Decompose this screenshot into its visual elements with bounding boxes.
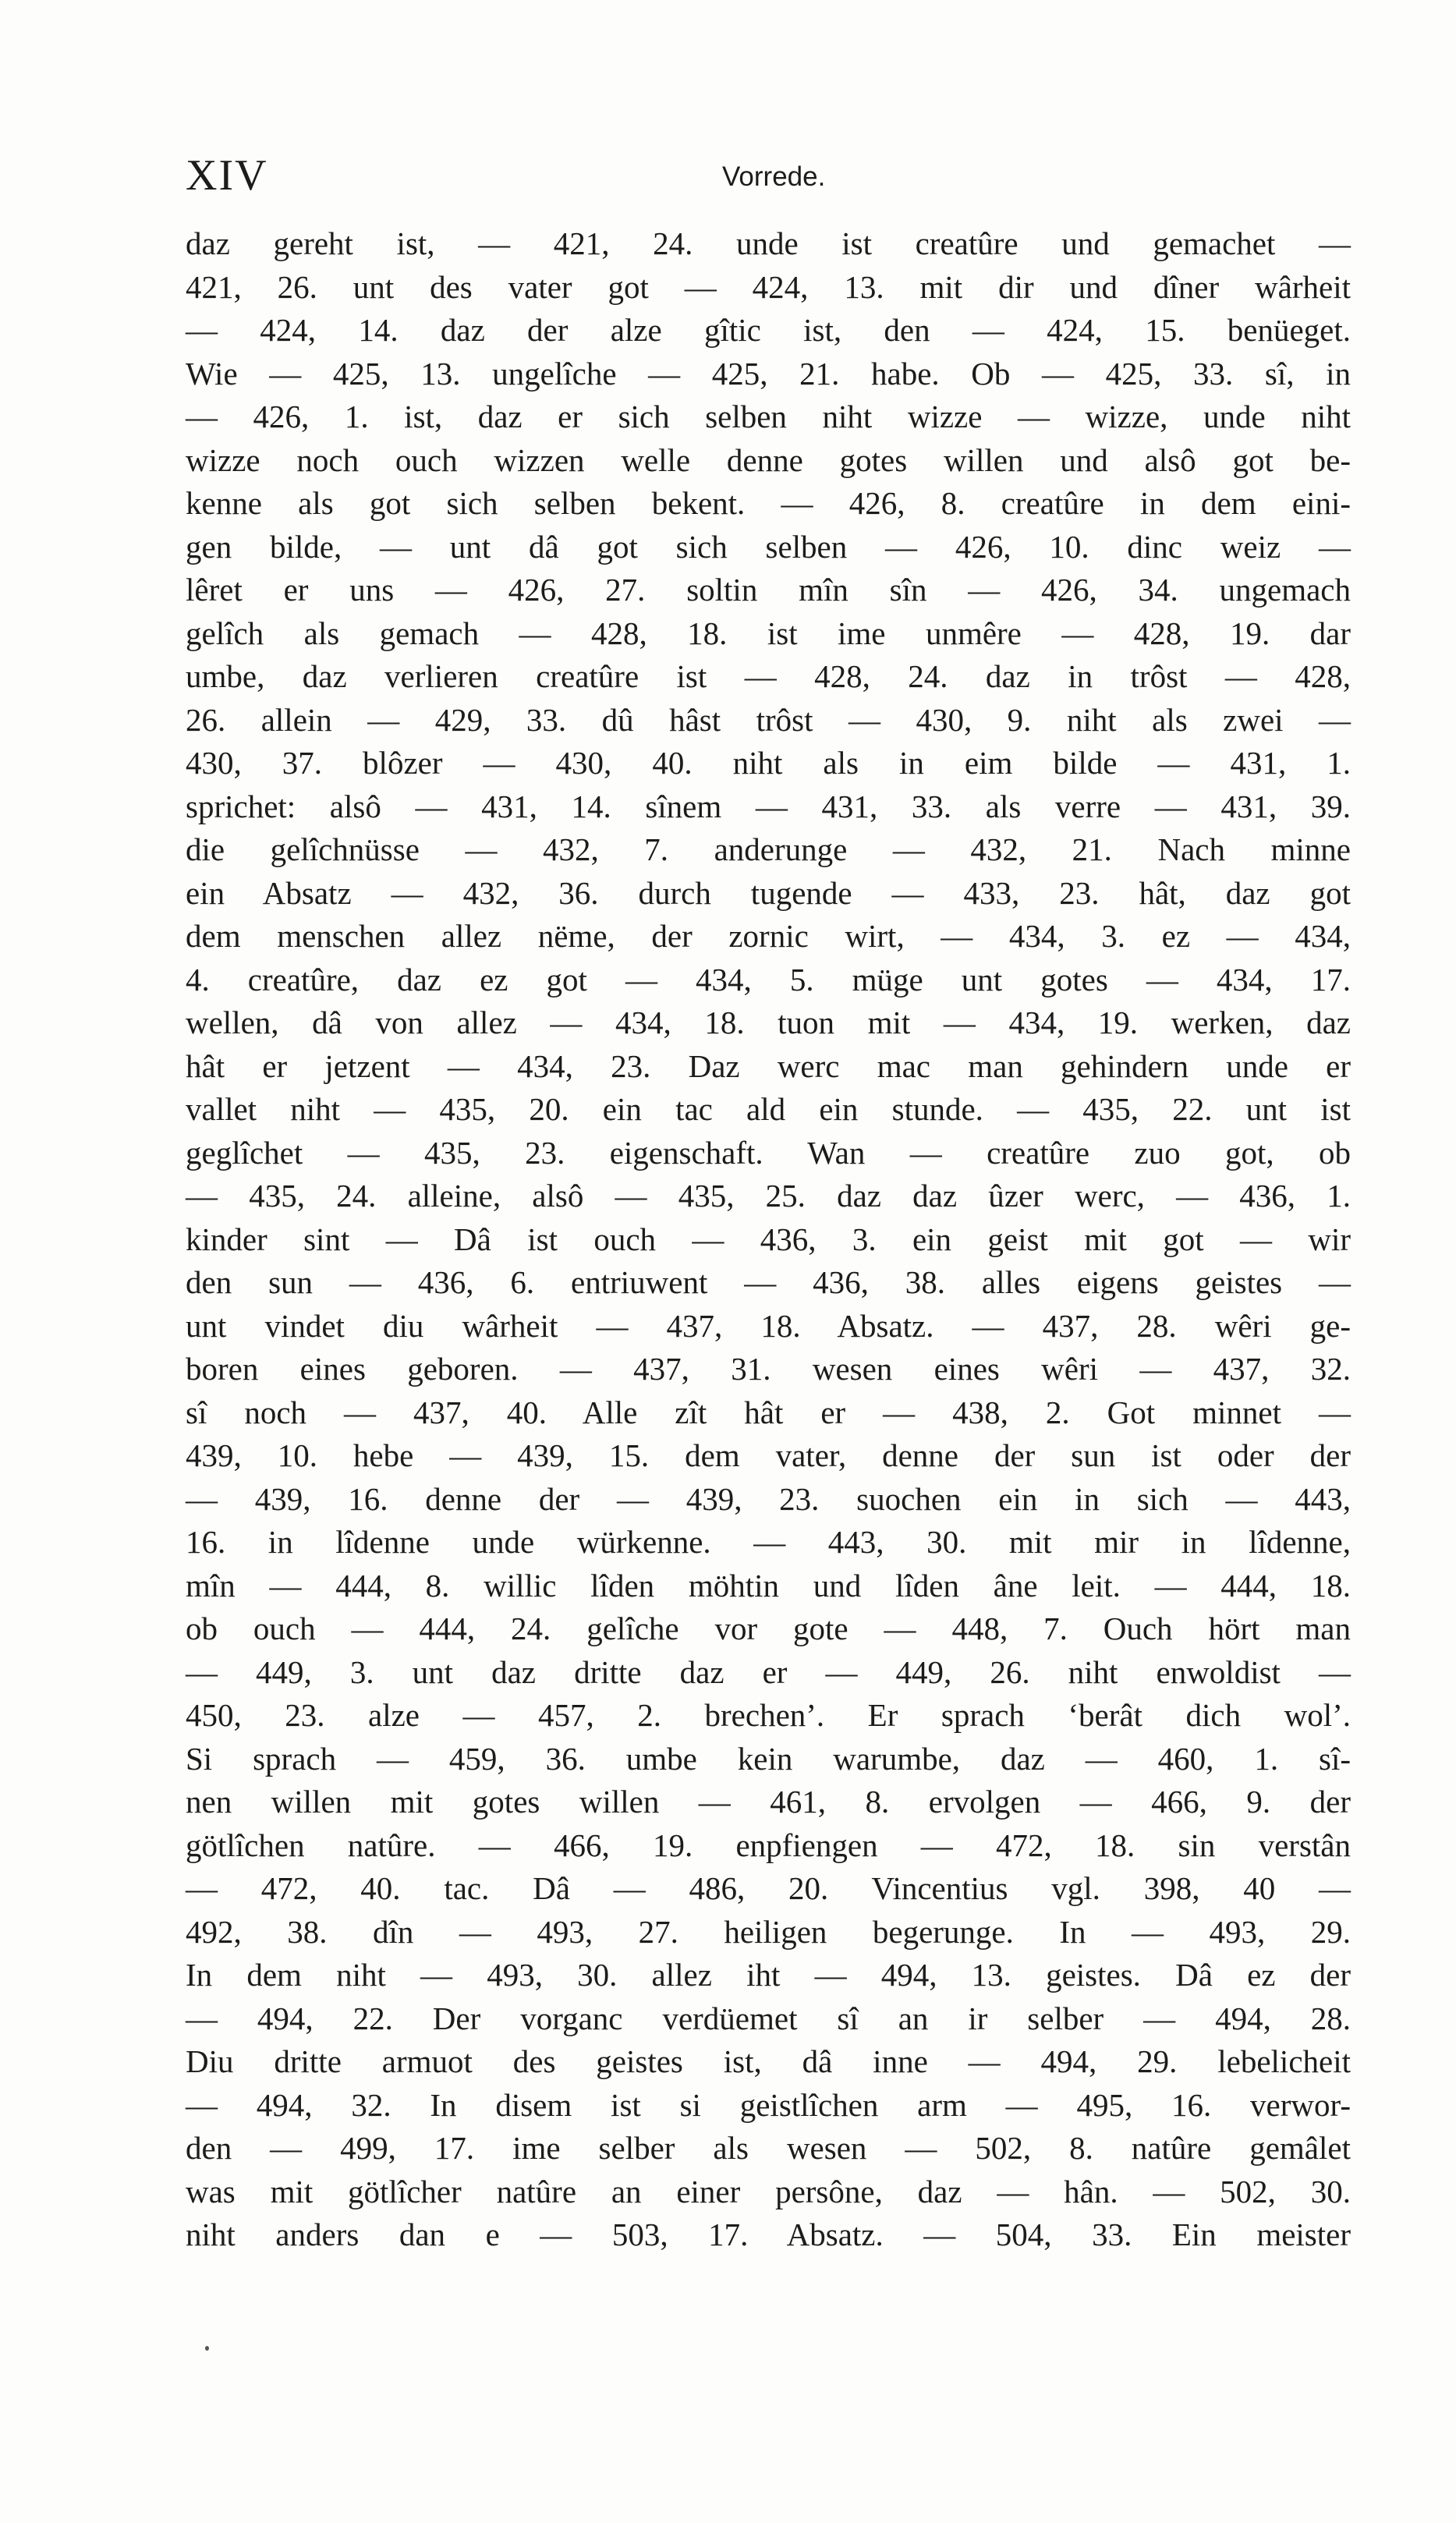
text-line: gen bilde, — unt dâ got sich selben — 426, 10. dinc weiz — (186, 528, 1351, 565)
text-line: kenne als got sich selben bekent. — 426, 8. creatûre in dem eini- (186, 485, 1351, 521)
text-line: 4. creatûre, daz ez got — 434, 5. müge unt gotes — 434, 17. (186, 961, 1351, 998)
text-line: wizze noch ouch wizzen welle denne gotes willen und alsô got be- (186, 441, 1351, 478)
text-line: unt vindet diu wârheit — 437, 18. Absatz. — 437, 28. wêri ge- (186, 1307, 1351, 1344)
text-line: Si sprach — 459, 36. umbe kein warumbe, daz — 460, 1. sî- (186, 1740, 1351, 1777)
text-line: den — 499, 17. ime selber als wesen — 502, 8. natûre gemâlet (186, 2130, 1351, 2166)
text-line: vallet niht — 435, 20. ein tac ald ein stunde. — 435, 22. unt ist (186, 1091, 1351, 1127)
text-line: — 435, 24. alleine, alsô — 435, 25. daz daz ûzer werc, — 436, 1. (186, 1178, 1351, 1214)
text-line: — 494, 32. In disem ist si geistlîchen arm — 495, 16. verwor- (186, 2086, 1351, 2123)
text-line: 26. allein — 429, 33. dû hâst trôst — 430, 9. niht als zwei — (186, 701, 1351, 738)
text-line: — 439, 16. denne der — 439, 23. suochen ein in sich — 443, (186, 1480, 1351, 1517)
text-line: sprichet: alsô — 431, 14. sînem — 431, 33. als verre — 431, 39. (186, 788, 1351, 824)
ink-speck (205, 2346, 209, 2351)
text-line: boren eines geboren. — 437, 31. wesen eines wêri — 437, 32. (186, 1351, 1351, 1387)
text-line: hât er jetzent — 434, 23. Daz werc mac man gehindern unde er (186, 1047, 1351, 1084)
text-line: götlîchen natûre. — 466, 19. enpfiengen — 472, 18. sin verstân (186, 1827, 1351, 1863)
text-line: geglîchet — 435, 23. eigenschaft. Wan — creatûre zuo got, ob (186, 1134, 1351, 1171)
text-line: 450, 23. alze — 457, 2. brechen’. Er sprach ‘berât dich wol’. (186, 1697, 1351, 1733)
text-line: den sun — 436, 6. entriuwent — 436, 38. alles eigens geistes — (186, 1264, 1351, 1300)
text-line: ob ouch — 444, 24. gelîche vor gote — 448, 7. Ouch hört man (186, 1611, 1351, 1646)
text-line: Wie — 425, 13. ungelîche — 425, 21. habe. Ob — 425, 33. sî, in (186, 355, 1351, 392)
text-line: mîn — 444, 8. willic lîden möhtin und lîden âne leit. — 444, 18. (186, 1567, 1351, 1603)
text-line: — 494, 22. Der vorganc verdüemet sî an ir selber — 494, 28. (186, 2000, 1351, 2036)
text-line: — 424, 14. daz der alze gîtic ist, den — 424, 15. benüeget. (186, 312, 1351, 348)
text-line: sî noch — 437, 40. Alle zît hât er — 438, 2. Got minnet — (186, 1394, 1351, 1430)
running-head: Vorrede. (722, 161, 826, 192)
text-line: Diu dritte armuot des geistes ist, dâ inne — 494, 29. lebelicheit (186, 2043, 1351, 2079)
text-line: — 449, 3. unt daz dritte daz er — 449, 26. niht enwoldist — (186, 1653, 1351, 1690)
text-line: — 472, 40. tac. Dâ — 486, 20. Vincentius vgl. 398, 40 — (186, 1870, 1351, 1906)
text-line: — 426, 1. ist, daz er sich selben niht wizze — wizze, unde niht (186, 399, 1351, 434)
page-header (186, 148, 1355, 203)
text-line: dem menschen allez nëme, der zornic wirt, — 434, 3. ez — 434, (186, 918, 1351, 954)
text-line: gelîch als gemach — 428, 18. ist ime unmêre — 428, 19. dar (186, 615, 1351, 651)
text-line: kinder sint — Dâ ist ouch — 436, 3. ein geist mit got — wir (186, 1221, 1351, 1257)
text-line: was mit götlîcher natûre an einer persône, daz — hân. — 502, 30. (186, 2173, 1351, 2209)
text-line: daz gereht ist, — 421, 24. unde ist creatûre und gemachet — (186, 225, 1351, 261)
page-number: XIV (186, 151, 268, 200)
text-line: ein Absatz — 432, 36. durch tugende — 433, 23. hât, daz got (186, 874, 1351, 911)
text-line: 492, 38. dîn — 493, 27. heiligen begerunge. In — 493, 29. (186, 1913, 1351, 1950)
text-line: umbe, daz verlieren creatûre ist — 428, 24. daz in trôst — 428, (186, 658, 1351, 694)
text-line: die gelîchnüsse — 432, 7. anderunge — 432, 21. Nach minne (186, 831, 1351, 867)
body-text (186, 222, 1351, 2257)
text-line: 430, 37. blôzer — 430, 40. niht als in eim bilde — 431, 1. (186, 745, 1351, 781)
text-line: In dem niht — 493, 30. allez iht — 494, 13. geistes. Dâ ez der (186, 1957, 1351, 1993)
text-line: lêret er uns — 426, 27. soltin mîn sîn — 426, 34. ungemach (186, 572, 1351, 608)
text-line: nen willen mit gotes willen — 461, 8. ervolgen — 466, 9. der (186, 1784, 1351, 1820)
text-line: wellen, dâ von allez — 434, 18. tuon mit — 434, 19. werken, daz (186, 1005, 1351, 1040)
text-line: 421, 26. unt des vater got — 424, 13. mit dir und dîner wârheit (186, 268, 1351, 305)
text-line: 16. in lîdenne unde würkenne. — 443, 30. mit mir in lîdenne, (186, 1524, 1351, 1560)
text-line: niht anders dan e — 503, 17. Absatz. — 504, 33. Ein meister (186, 2216, 1351, 2252)
text-line: 439, 10. hebe — 439, 15. dem vater, denne der sun ist oder der (186, 1437, 1351, 1473)
